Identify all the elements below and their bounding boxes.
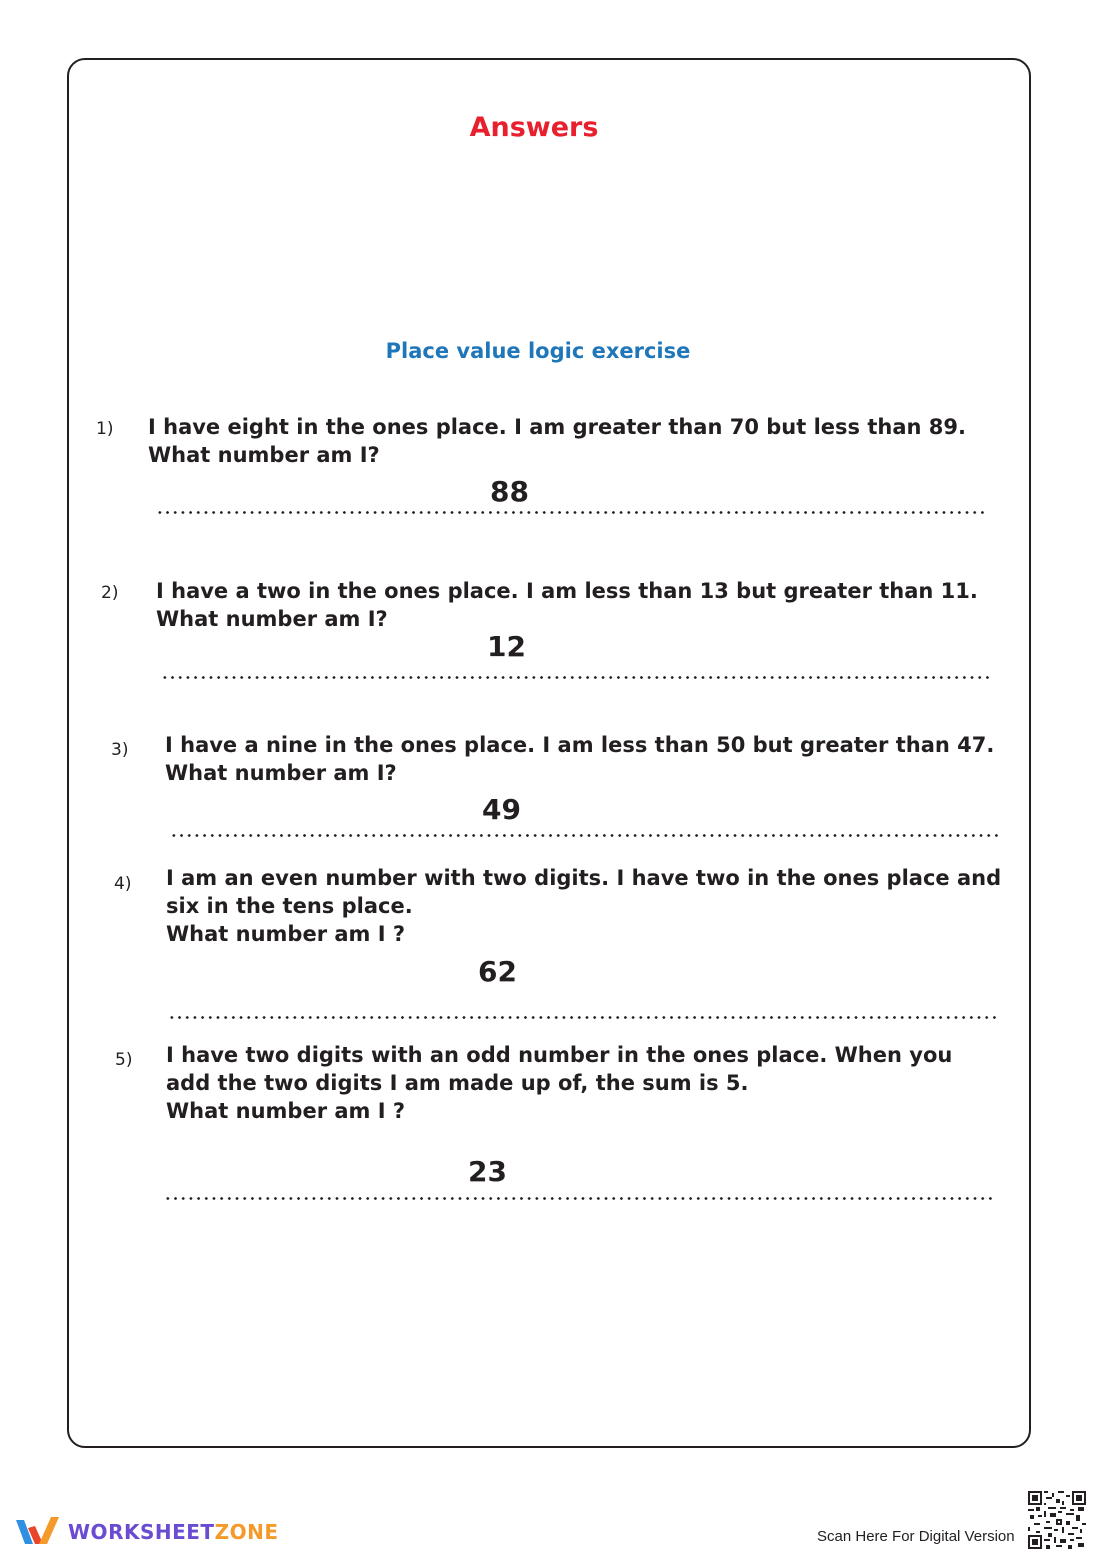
exercise-subtitle: Place value logic exercise (385, 339, 691, 363)
question-1-answer-line (156, 511, 988, 514)
question-5-number: 5) (115, 1050, 133, 1070)
question-2-answer: 12 (487, 630, 526, 663)
question-5-line-3: What number am I ? (166, 1099, 406, 1123)
question-4-answer: 62 (478, 955, 517, 988)
question-5-text (166, 1041, 952, 1125)
question-1-answer: 88 (490, 475, 529, 508)
question-2-text (156, 577, 978, 633)
question-5-line-1: I have two digits with an odd number in the ones place. When you (166, 1043, 953, 1067)
question-5-answer: 23 (468, 1155, 507, 1188)
page-title: Answers (469, 112, 599, 143)
question-3-number: 3) (111, 740, 129, 760)
question-4-text (166, 864, 1001, 948)
question-4-answer-line (168, 1016, 1000, 1019)
question-1-line-2: What number am I? (148, 443, 380, 467)
question-2-number: 2) (101, 583, 119, 603)
question-3-answer-line (170, 834, 1002, 837)
worksheetzone-wordmark (68, 1520, 278, 1544)
question-5-line-2: add the two digits I am made up of, the sum is 5. (166, 1071, 749, 1095)
question-3-line-2: What number am I? (165, 761, 397, 785)
question-2-answer-line (161, 676, 993, 679)
qr-code-icon[interactable] (1028, 1491, 1086, 1549)
question-4-line-3: What number am I ? (166, 922, 406, 946)
question-1-text (148, 413, 966, 469)
worksheetzone-w-icon (14, 1514, 60, 1548)
question-4-line-2: six in the tens place. (166, 894, 413, 918)
question-2-line-1: I have a two in the ones place. I am less than 13 but greater than 11. (156, 579, 978, 603)
brand-part-1: WORKSHEET (68, 1520, 215, 1544)
question-3-answer: 49 (482, 793, 521, 826)
question-1-line-1: I have eight in the ones place. I am greater than 70 but less than 89. (148, 415, 966, 439)
question-1-number: 1) (96, 419, 114, 439)
question-4-line-1: I am an even number with two digits. I have two in the ones place and (166, 866, 1002, 890)
question-5-answer-line (164, 1197, 996, 1200)
scan-instruction: Scan Here For Digital Version (817, 1528, 1015, 1545)
question-4-number: 4) (114, 874, 132, 894)
question-3-text (165, 731, 994, 787)
question-3-line-1: I have a nine in the ones place. I am less than 50 but greater than 47. (165, 733, 995, 757)
question-2-line-2: What number am I? (156, 607, 388, 631)
brand-part-2: ZONE (214, 1520, 279, 1544)
